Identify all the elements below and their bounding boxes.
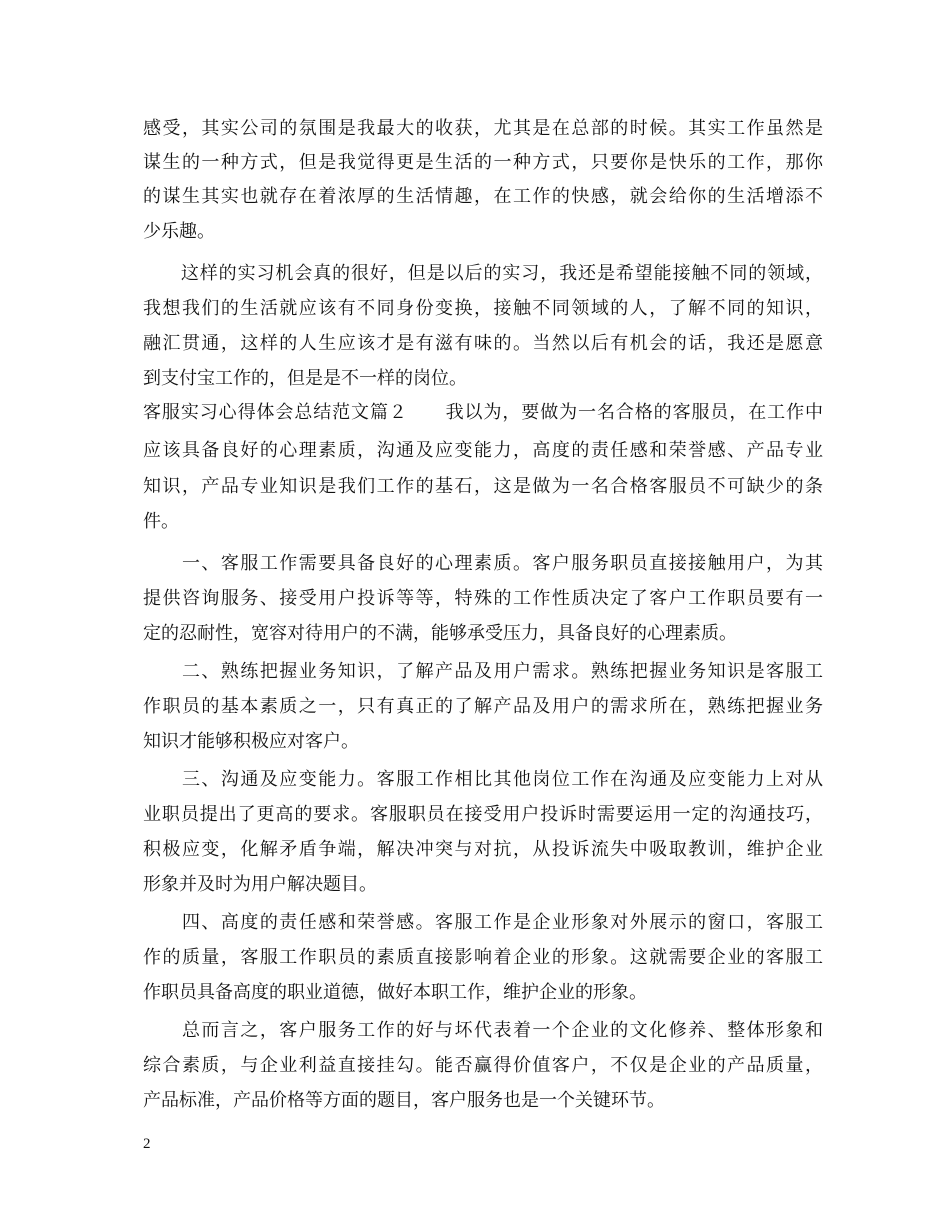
- body-text-line: 一、客服工作需要具备良好的心理素质。客户服务职员直接接触用户，为其: [143, 553, 823, 574]
- body-text-line: 少乐趣。: [143, 221, 215, 242]
- body-text-line: 我想我们的生活就应该有不同身份变换，接触不同领域的人，了解不同的知识，: [143, 298, 823, 319]
- body-text-line: 知识，产品专业知识是我们工作的基石，这是做为一名合格客服员不可缺少的条: [143, 476, 823, 497]
- body-text-line: 件。: [143, 511, 179, 532]
- body-text-line: 作的质量，客服工作职员的素质直接影响着企业的形象。这就需要企业的客服工: [143, 947, 823, 968]
- body-text-line: 定的忍耐性，宽容对待用户的不满，能够承受压力，具备良好的心理素质。: [143, 623, 737, 644]
- page-number: 2: [143, 1136, 151, 1152]
- body-text-line: 业职员提出了更高的要求。客服职员在接受用户投诉时需要运用一定的沟通技巧，: [143, 804, 823, 825]
- body-text-line: 作职员具备高度的职业道德，做好本职工作，维护企业的形象。: [143, 982, 647, 1003]
- body-text-line: 的谋生其实也就存在着浓厚的生活情趣，在工作的快感，就会给你的生活增添不: [143, 186, 823, 207]
- body-text-line: 四、高度的责任感和荣誉感。客服工作是企业形象对外展示的窗口，客服工: [143, 912, 823, 933]
- body-text-line: 提供咨询服务、接受用户投诉等等，特殊的工作性质决定了客户工作职员要有一: [143, 588, 823, 609]
- body-text-line: 到支付宝工作的，但是是不一样的岗位。: [143, 368, 467, 389]
- body-text-line: 综合素质，与企业利益直接挂勾。能否赢得价值客户，不仅是企业的产品质量，: [143, 1055, 823, 1076]
- body-text-line: 形象并及时为用户解决题目。: [143, 874, 377, 895]
- section-heading-line: 客服实习心得体会总结范文篇２ 我以为，要做为一名合格的客服员，在工作中: [143, 402, 823, 423]
- body-text-line: 知识才能够积极应对客户。: [143, 731, 359, 752]
- body-text-line: 二、熟练把握业务知识，了解产品及用户需求。熟练把握业务知识是客服工: [143, 661, 823, 682]
- body-text-line: 这样的实习机会真的很好，但是以后的实习，我还是希望能接触不同的领域，: [143, 263, 823, 284]
- body-text-line: 总而言之，客户服务工作的好与坏代表着一个企业的文化修养、整体形象和: [143, 1020, 823, 1041]
- body-text-line: 积极应变，化解矛盾争端，解决冲突与对抗，从投诉流失中吸取教训，维护企业: [143, 839, 823, 860]
- body-text-line: 融汇贯通，这样的人生应该才是有滋有味的。当然以后有机会的话，我还是愿意: [143, 333, 823, 354]
- body-text-line: 谋生的一种方式，但是我觉得更是生活的一种方式，只要你是快乐的工作，那你: [143, 152, 823, 173]
- body-text-line: 应该具备良好的心理素质，沟通及应变能力，高度的责任感和荣誉感、产品专业: [143, 440, 823, 461]
- body-text-line: 感受，其实公司的氛围是我最大的收获，尤其是在总部的时候。其实工作虽然是: [143, 118, 823, 139]
- body-text-line: 作职员的基本素质之一，只有真正的了解产品及用户的需求所在，熟练把握业务: [143, 696, 823, 717]
- body-text-line: 三、沟通及应变能力。客服工作相比其他岗位工作在沟通及应变能力上对从: [143, 769, 823, 790]
- body-text-line: 产品标准，产品价格等方面的题目，客户服务也是一个关键环节。: [143, 1090, 665, 1111]
